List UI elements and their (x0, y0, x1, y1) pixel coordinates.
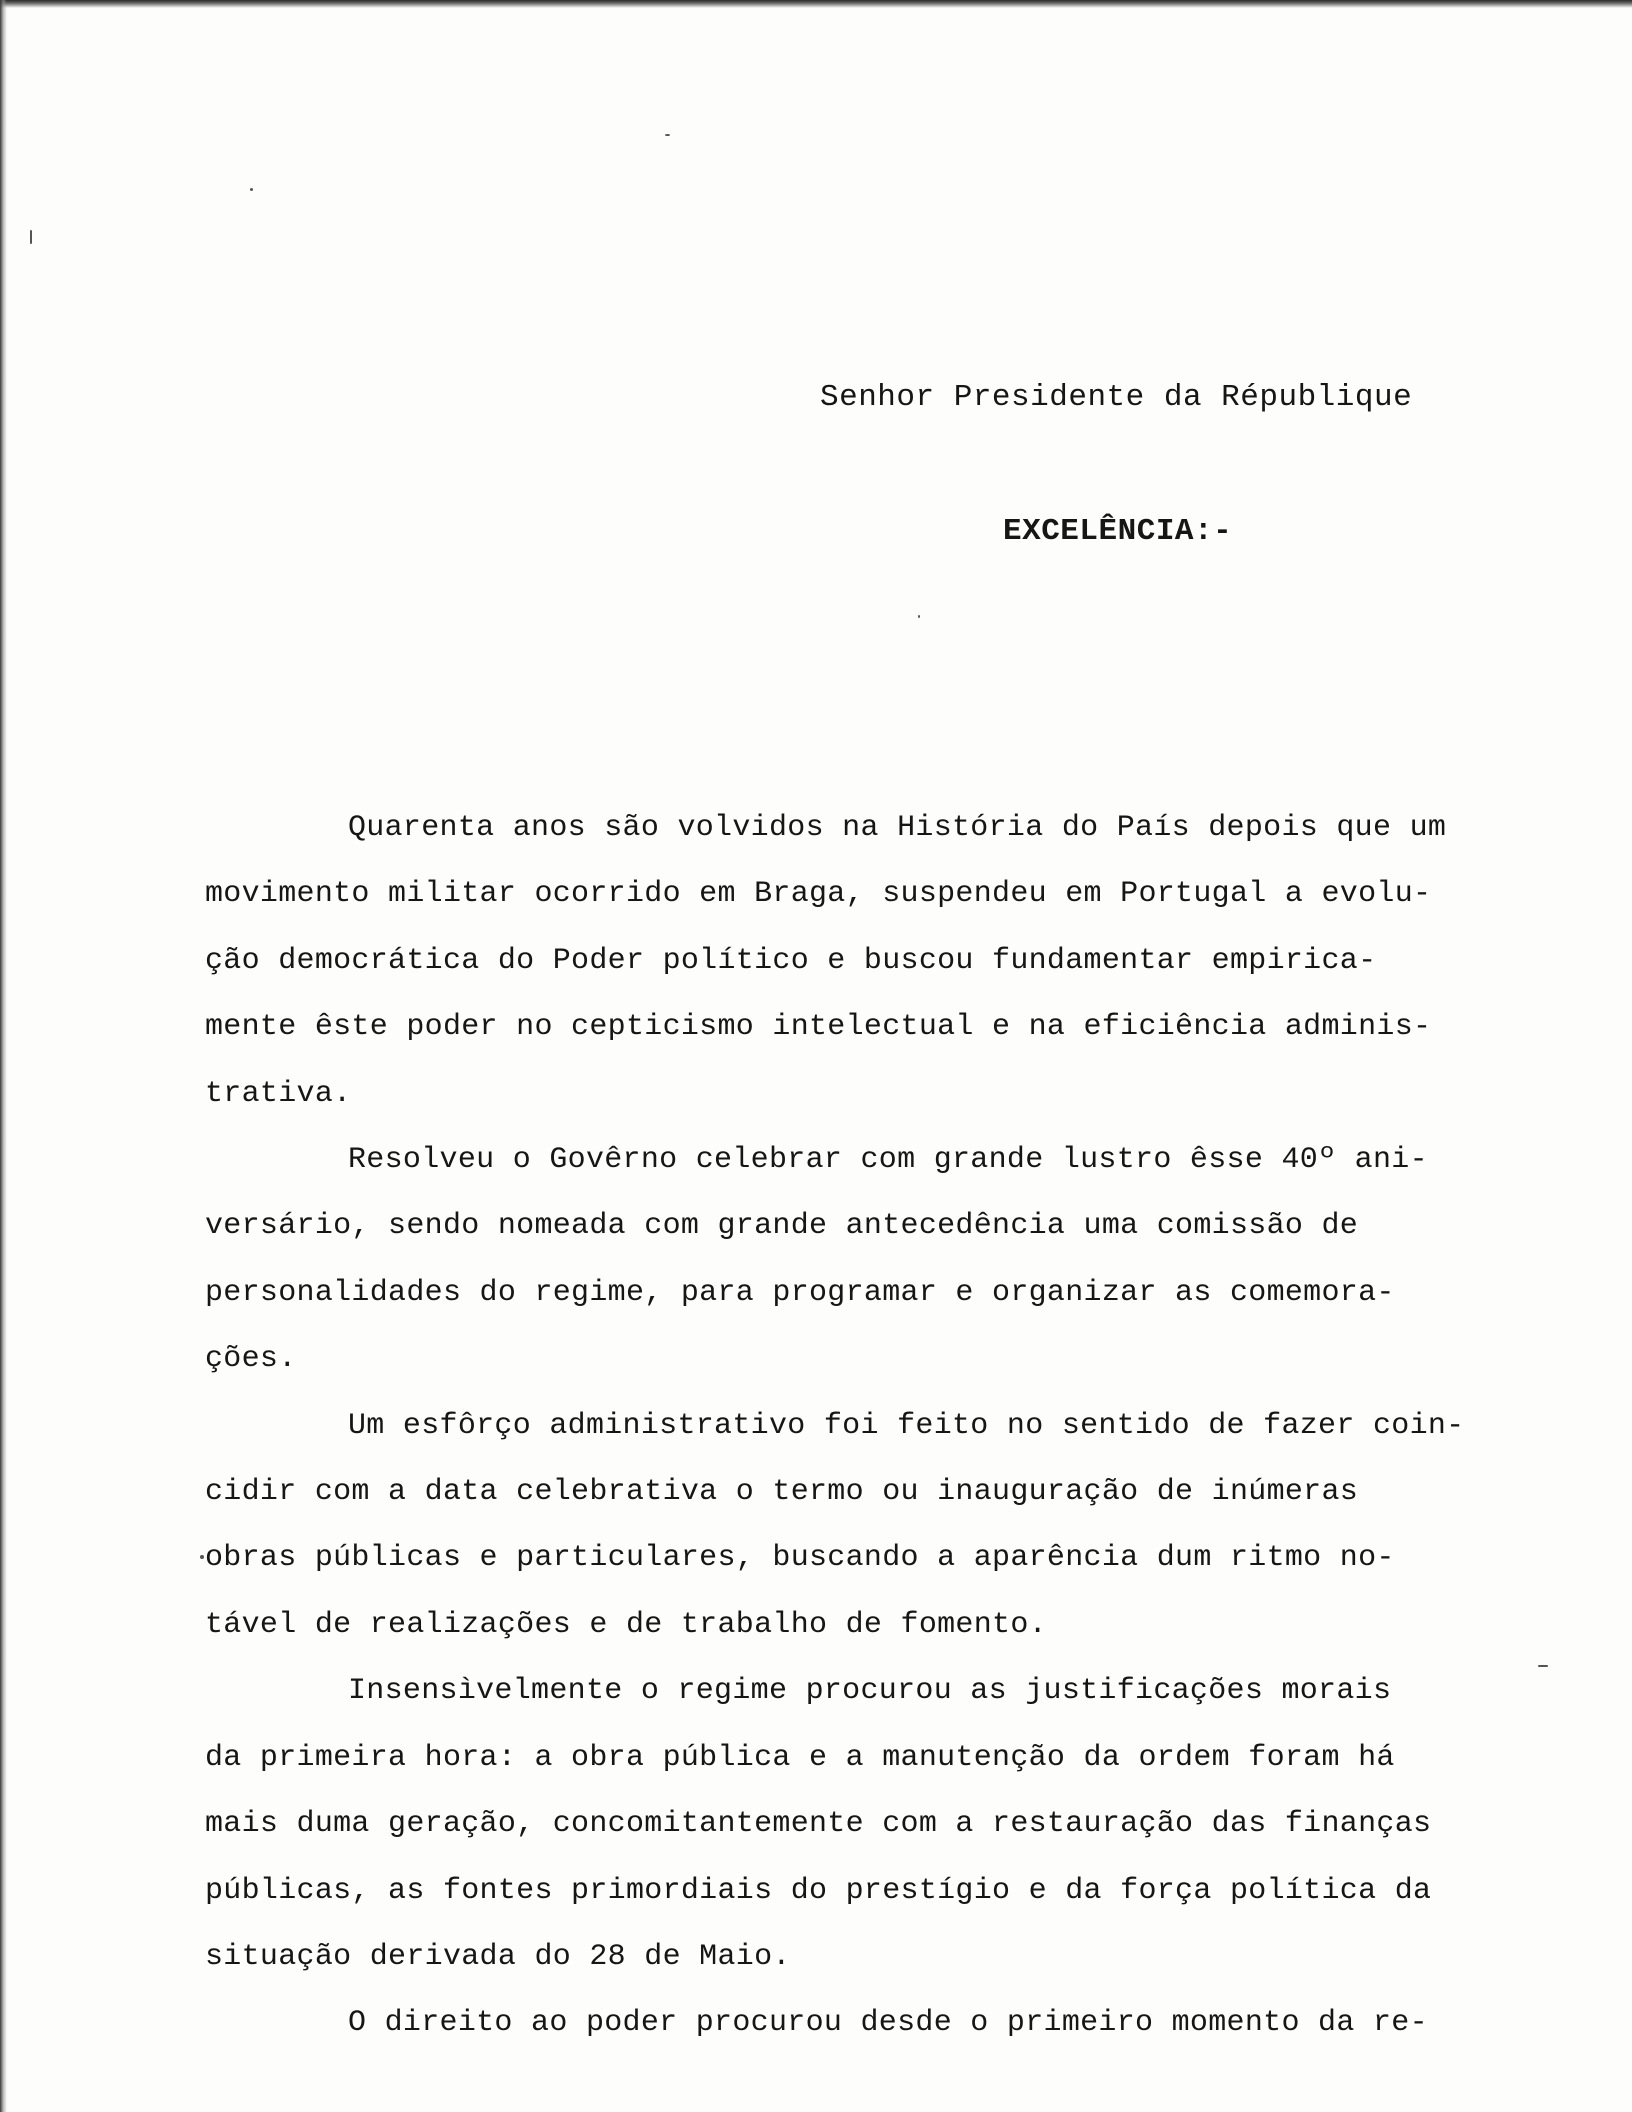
scan-speck (250, 188, 253, 191)
address-heading: EXCELÊNCIA:- (1003, 514, 1233, 549)
paragraph: Um esfôrço administrativo foi feito no sentido de fazer coin- cidir com a data celebrativa o termo ou inauguração de inúmeras obras públicas e particulares, buscando a aparência dum ritmo no- tável de realizações e de trabalho de fomento. (205, 1408, 1465, 1642)
paragraph: O direito ao poder procurou desde o primeiro momento da re- (348, 2006, 1428, 2041)
letter-body (205, 795, 1550, 2057)
paragraph: Resolveu o Govêrno celebrar com grande lustro êsse 40º ani- versário, sendo nomeada com grande antecedência uma comissão de personalidades do regime, para programar e organizar as comemora- ções. (205, 1143, 1428, 1377)
paragraph: Quarenta anos são volvidos na História do País depois que um movimento militar ocorrido em Braga, suspendeu em Portugal a evolu- ção democrática do Poder político e buscou fundamentar empirica- mente êste poder no cepticismo intelectual e na eficiência adminis- trativa. (205, 811, 1447, 1111)
salutation: Senhor Presidente da République (820, 380, 1413, 415)
scan-speck (200, 1555, 204, 1559)
scan-speck (665, 134, 670, 136)
scan-speck (30, 230, 32, 244)
scan-top-edge (0, 0, 1632, 8)
scan-left-edge (0, 0, 7, 2112)
scan-speck (918, 615, 920, 618)
paragraph: Insensìvelmente o regime procurou as justificações morais da primeira hora: a obra pública e a manutenção da ordem foram há mais duma geração, concomitantemente com a restauração das finanças públicas, as fontes primordiais do prestígio e da força política da situação derivada do 28 de Maio. (205, 1674, 1432, 1974)
